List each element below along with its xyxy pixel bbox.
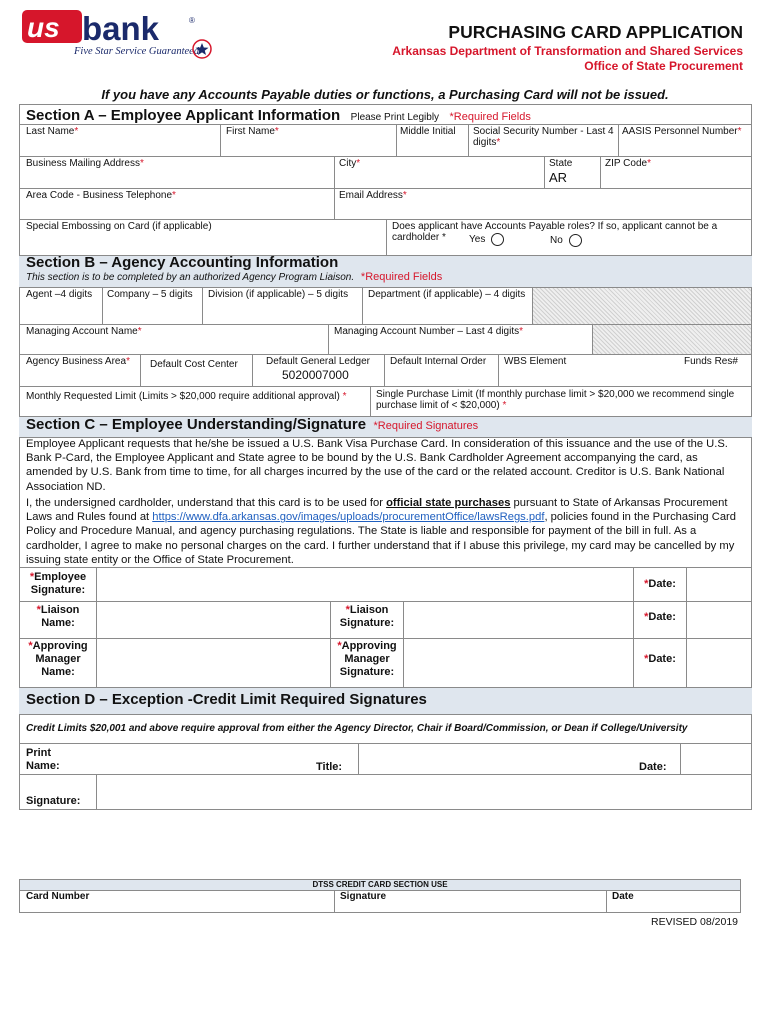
agent-label[interactable]: Agent –4 digits <box>26 289 93 300</box>
city-field[interactable]: City* <box>339 158 361 169</box>
employee-signature-label: *Employee Signature: <box>29 571 87 596</box>
liaison-date-text: Date: <box>648 611 676 623</box>
usbank-logo <box>22 10 217 62</box>
b-row3-divider-3 <box>384 354 385 386</box>
city-label: City <box>339 158 357 169</box>
single-purchase-label: Single Purchase Limit (If monthly purchase limit > $20,000 we recommend single purchase limit of < $20,000) <box>376 389 735 411</box>
liaison-date-label: *Date: <box>644 611 676 623</box>
ap-roles-label: Does applicant have Accounts Payable roles? If so, applicant cannot be a cardholder <box>392 221 718 243</box>
print-legibly-note: Please Print Legibly <box>350 112 440 123</box>
aasis-field[interactable]: AASIS Personnel Number* <box>622 126 742 137</box>
manager-name-text: Approving Manager Name: <box>32 640 88 678</box>
row1-divider-1 <box>220 124 221 156</box>
dtss-divider-1 <box>334 890 335 913</box>
b-row3-divider-4 <box>498 354 499 386</box>
section-a-header <box>26 107 531 125</box>
form-bottom-border <box>19 809 752 810</box>
required-signatures-note: *Required Signatures <box>373 420 479 432</box>
liaison-name-input[interactable] <box>97 602 330 638</box>
form-title: PURCHASING CARD APPLICATION <box>448 22 743 42</box>
last-name-label: Last Name <box>26 126 75 137</box>
dtss-signature[interactable]: Signature <box>340 891 387 902</box>
hatched-area-2 <box>593 325 751 354</box>
internal-order-label[interactable]: Default Internal Order <box>390 356 487 367</box>
b-row4-divider <box>370 386 371 417</box>
official-use-text-1: I, the undersigned cardholder, understand that this card is to be used for <box>26 497 387 509</box>
svg-text:®: ® <box>189 16 195 25</box>
first-name-field[interactable]: First Name* <box>226 126 279 137</box>
d-signature-input[interactable] <box>97 775 751 809</box>
liaison-name-text: Liaison Name: <box>40 604 80 629</box>
svg-text:us: us <box>27 12 60 43</box>
official-use-text-3: , policies found in the Purchasing Card Policy and Procedure Manual, and agency purchasing regulations. The State is liable and responsible for payment of the bill in full. As a cardholder, I agree to make no personal charges on the card. I further understand that if I abuse this privilege, my card may be cancelled by my issuing state entity or the Office of State Procurement. <box>26 511 736 566</box>
d-title-label: Title: <box>316 761 343 773</box>
section-b-title: Section B – Agency Accounting Information <box>26 254 339 271</box>
print-name-label: Print Name: <box>26 747 60 772</box>
svg-text:Five Star Service Guaranteed: Five Star Service Guaranteed <box>74 46 200 57</box>
row1-bottom <box>19 156 752 157</box>
required-fields-note: *Required Fields <box>449 111 531 123</box>
department-name: Arkansas Department of Transformation and Shared Services <box>392 44 743 58</box>
middle-initial-field[interactable] <box>400 126 456 137</box>
row2-bottom <box>19 188 752 189</box>
ssn-field[interactable]: Social Security Number - Last 4 digits* <box>473 126 614 148</box>
section-b-note <box>26 271 442 283</box>
section-b-liaison-note: This section is to be completed by an authorized Agency Program Liaison. <box>26 272 355 283</box>
state-label: State <box>549 158 573 169</box>
row1-divider-3 <box>468 124 469 156</box>
general-ledger-label: Default General Ledger <box>266 356 370 367</box>
managing-account-number-field[interactable]: Managing Account Number – Last 4 digits* <box>334 326 524 337</box>
email-field[interactable]: Email Address* <box>339 190 407 201</box>
row1-divider-2 <box>396 124 397 156</box>
ap-no-radio[interactable] <box>569 234 582 247</box>
liaison-signature-input[interactable] <box>404 602 632 638</box>
d-signature-label: Signature: <box>26 795 81 807</box>
b-row3-divider-1 <box>140 354 141 386</box>
title-input[interactable] <box>359 744 629 774</box>
print-name-input[interactable] <box>70 744 310 774</box>
business-area-label: Agency Business Area <box>26 356 127 367</box>
manager-date-label: *Date: <box>644 653 676 665</box>
managing-account-name-label: Managing Account Name <box>26 326 138 337</box>
dtss-card-number[interactable]: Card Number <box>26 891 90 902</box>
last-name-field[interactable]: Last Name* <box>26 126 79 137</box>
managing-account-number-label: Managing Account Number – Last 4 digits <box>334 326 520 337</box>
ap-yes-radio[interactable] <box>491 233 504 246</box>
b-row3-divider-2 <box>252 354 253 386</box>
ap-yes-label: Yes <box>469 234 486 246</box>
manager-name-input[interactable] <box>97 639 330 687</box>
email-label: Email Address <box>339 190 403 201</box>
general-ledger-value[interactable]: 5020007000 <box>282 368 349 382</box>
zip-label: ZIP Code <box>605 158 648 169</box>
row2-divider-1 <box>334 156 335 188</box>
liaison-date-input[interactable] <box>687 602 751 638</box>
phone-label: Area Code - Business Telephone <box>26 190 173 201</box>
embossing-label: Special Embossing on Card (if applicable) <box>26 221 212 232</box>
business-area-field[interactable]: Agency Business Area* <box>26 356 130 367</box>
liaison-signature-text: Liaison Signature: <box>339 604 395 629</box>
row4-divider <box>386 219 387 256</box>
section-b-required: *Required Fields <box>360 271 443 283</box>
section-c-title: Section C – Employee Understanding/Signature <box>26 416 367 433</box>
mailing-address-field[interactable]: Business Mailing Address* <box>26 158 144 169</box>
manager-signature-input[interactable] <box>404 639 632 687</box>
liaison-name-label: *Liaison Name: <box>36 604 80 629</box>
official-use-paragraph <box>26 496 746 567</box>
middle-initial-label: Middle Initial <box>400 126 456 137</box>
mailing-address-label: Business Mailing Address <box>26 158 140 169</box>
revised-date: REVISED 08/2019 <box>651 916 738 928</box>
employee-date-label: *Date: <box>644 578 676 590</box>
b-row1-divider-3 <box>362 287 363 324</box>
cardholder-agreement-paragraph: Employee Applicant requests that he/she be issued a U.S. Bank Visa Purchase Card. In consideration of this issuance and the use of the U.S. Bank P-Card, the Employee Applicant and State agree to be bound by the U.S. Bank Cardholder Agreement accompanying the card, as amended by U.S. Bank from time to time, for all charges incurred by the use of the card or the related account. Creditor is U.S. Bank National Association ND. <box>26 438 728 493</box>
ap-no-label: No <box>550 235 563 247</box>
monthly-limit-label: Monthly Requested Limit (Limits > $20,000 require additional approval) <box>26 391 340 402</box>
procurement-laws-link[interactable]: https://www.dfa.arkansas.gov/images/uploads/procurementOffice/lawsRegs.pdf <box>152 511 545 524</box>
dtss-divider-2 <box>606 890 607 913</box>
official-use-text-2: pursuant to State of Arkansas Procurement Laws and Rules found at <box>26 497 728 524</box>
liaison-signature-label: *Liaison Signature: <box>339 604 395 629</box>
credit-limit-note: Credit Limits $20,001 and above require approval from either the Agency Director, Chair if Board/Commission, or Dean if College/University <box>26 723 688 734</box>
single-purchase-field[interactable]: Single Purchase Limit (If monthly purchase limit > $20,000 we recommend single purchase limit of < $20,000) * <box>376 389 735 411</box>
b-row2-bottom <box>19 354 752 355</box>
b-row2-divider-1 <box>328 324 329 354</box>
funds-res-label[interactable]: Funds Res# <box>684 356 738 367</box>
dtss-date[interactable]: Date <box>612 891 634 902</box>
phone-field[interactable]: Area Code - Business Telephone* <box>26 190 176 201</box>
zip-field[interactable]: ZIP Code* <box>605 158 651 169</box>
employee-date-input[interactable] <box>687 568 751 601</box>
usbank-logo-mark <box>22 10 217 62</box>
first-name-label: First Name <box>226 126 275 137</box>
d-date-label: Date: <box>639 761 667 773</box>
company-label[interactable]: Company – 5 digits <box>107 289 193 300</box>
embossing-field[interactable] <box>26 221 212 232</box>
state-value[interactable]: AR <box>549 170 568 185</box>
wbs-label[interactable]: WBS Element <box>504 356 567 367</box>
aasis-label: AASIS Personnel Number <box>622 126 738 137</box>
department-label[interactable]: Department (if applicable) – 4 digits <box>368 289 526 300</box>
monthly-limit-field[interactable]: Monthly Requested Limit (Limits > $20,000 require additional approval) * <box>26 391 347 402</box>
manager-signature-text: Approving Manager Signature: <box>339 640 397 678</box>
manager-date-input[interactable] <box>687 639 751 687</box>
svg-text:bank: bank <box>82 10 160 47</box>
employee-date-text: Date: <box>648 578 676 590</box>
official-state-purchases: official state purchases <box>386 497 511 509</box>
section-c-header <box>26 416 478 434</box>
hatched-area-1 <box>533 288 751 324</box>
section-d-title: Section D – Exception -Credit Limit Required Signatures <box>26 691 427 708</box>
accounts-payable-warning: If you have any Accounts Payable duties or functions, a Purchasing Card will not be issued. <box>101 87 669 102</box>
row2-divider-3 <box>600 156 601 188</box>
manager-date-text: Date: <box>648 653 676 665</box>
section-a-header-border <box>19 124 752 125</box>
cost-center-label[interactable]: Default Cost Center <box>150 359 238 370</box>
row2-divider-2 <box>544 156 545 188</box>
manager-signature-label: *Approving Manager Signature: <box>337 640 397 678</box>
b-row1-divider-2 <box>202 287 203 324</box>
ap-yes-option[interactable] <box>469 233 504 246</box>
ssn-label: Social Security Number - Last 4 digits <box>473 126 614 148</box>
office-name: Office of State Procurement <box>584 59 743 73</box>
managing-account-name-field[interactable]: Managing Account Name* <box>26 326 142 337</box>
division-label[interactable]: Division (if applicable) – 5 digits <box>208 289 349 300</box>
ap-roles-question: Does applicant have Accounts Payable roles? If so, applicant cannot be a cardholder * <box>392 221 718 243</box>
row1-divider-4 <box>618 124 619 156</box>
employee-signature-input[interactable] <box>97 568 632 601</box>
section-a-title: Section A – Employee Applicant Information <box>26 107 341 124</box>
b-row1-divider-1 <box>102 287 103 324</box>
row3-divider <box>334 188 335 219</box>
ap-no-option[interactable] <box>550 234 582 247</box>
b-row3-bottom <box>19 386 752 387</box>
employee-signature-text: Employee Signature: <box>30 571 87 596</box>
manager-name-label: *Approving Manager Name: <box>28 640 88 678</box>
dtss-header: DTSS CREDIT CARD SECTION USE <box>312 880 448 889</box>
section-a-top-border <box>19 104 752 105</box>
d-date-input[interactable] <box>681 744 751 774</box>
